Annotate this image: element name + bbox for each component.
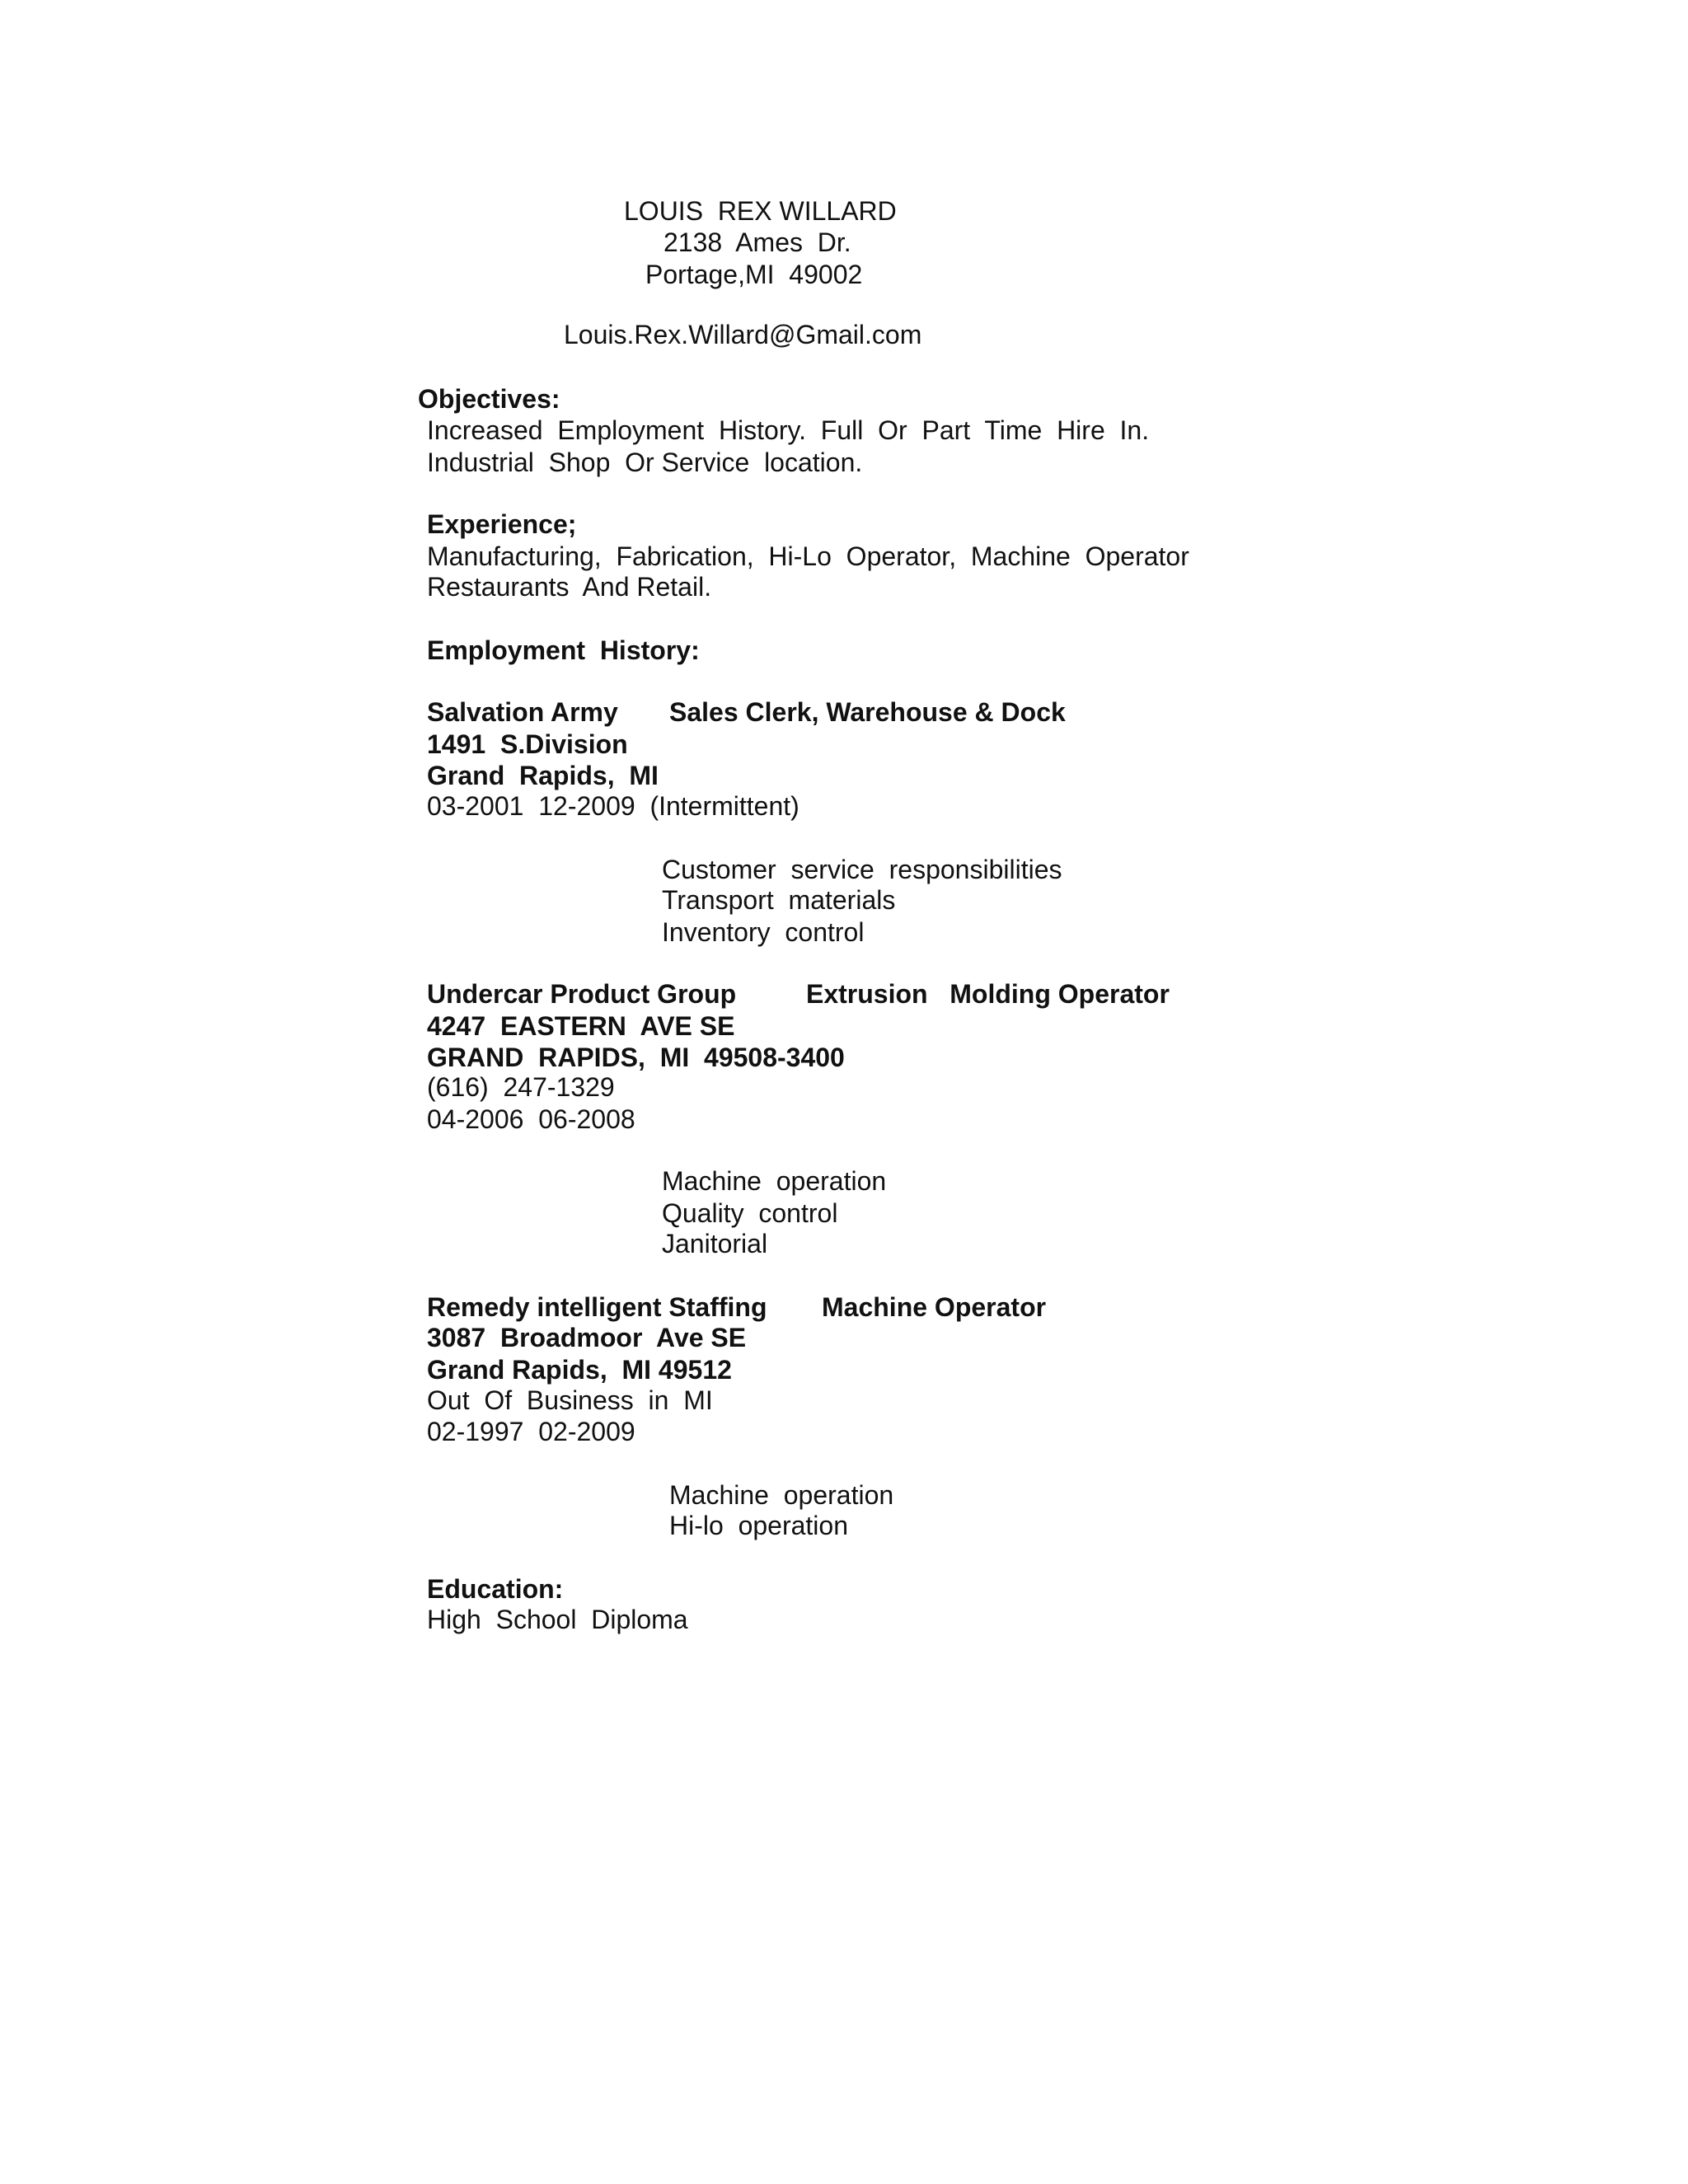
experience-line: Manufacturing, Fabrication, Hi-Lo Operator, Machine Operator (427, 541, 1189, 571)
experience-heading: Experience; (427, 509, 577, 539)
job-duty: Transport materials (662, 885, 896, 915)
job-address: 4247 EASTERN AVE SE (427, 1011, 735, 1041)
job-duty: Hi-lo operation (669, 1511, 848, 1540)
job-duty: Inventory control (662, 917, 865, 947)
education-line: High School Diploma (427, 1605, 688, 1634)
job-status-note: Out Of Business in MI (427, 1385, 713, 1415)
city-state-zip: Portage,MI 49002 (645, 260, 863, 289)
job-phone: (616) 247-1329 (427, 1072, 615, 1102)
job-duty: Quality control (662, 1198, 838, 1228)
job-duty: Machine operation (669, 1480, 894, 1510)
applicant-name: LOUIS REX WILLARD (624, 196, 897, 226)
email-address: Louis.Rex.Willard@Gmail.com (564, 320, 922, 349)
job-address: 1491 S.Division (427, 729, 628, 759)
experience-line: Restaurants And Retail. (427, 572, 712, 602)
job-address: 3087 Broadmoor Ave SE (427, 1323, 747, 1352)
job-dates: 03-2001 12-2009 (Intermittent) (427, 791, 799, 821)
job-duty: Janitorial (662, 1229, 768, 1258)
job-duty: Customer service responsibilities (662, 855, 1062, 884)
education-heading: Education: (427, 1574, 564, 1604)
objectives-heading: Objectives: (418, 384, 560, 414)
street-address: 2138 Ames Dr. (663, 227, 851, 257)
job-employer: Undercar Product Group (427, 979, 737, 1009)
job-city: Grand Rapids, MI (427, 761, 659, 790)
job-title: Machine Operator (822, 1292, 1047, 1322)
job-employer: Remedy intelligent Staffing (427, 1292, 767, 1322)
employment-heading: Employment History: (427, 635, 700, 665)
job-employer: Salvation Army (427, 697, 618, 727)
job-duty: Machine operation (662, 1166, 887, 1196)
job-city: Grand Rapids, MI 49512 (427, 1355, 732, 1385)
job-title: Sales Clerk, Warehouse & Dock (669, 697, 1066, 727)
job-title: Extrusion Molding Operator (806, 979, 1170, 1009)
objectives-line: Increased Employment History. Full Or Part Time Hire In. (427, 415, 1150, 445)
objectives-line: Industrial Shop Or Service location. (427, 448, 863, 477)
job-dates: 02-1997 02-2009 (427, 1417, 635, 1446)
job-dates: 04-2006 06-2008 (427, 1104, 635, 1134)
job-city: GRAND RAPIDS, MI 49508-3400 (427, 1043, 845, 1072)
